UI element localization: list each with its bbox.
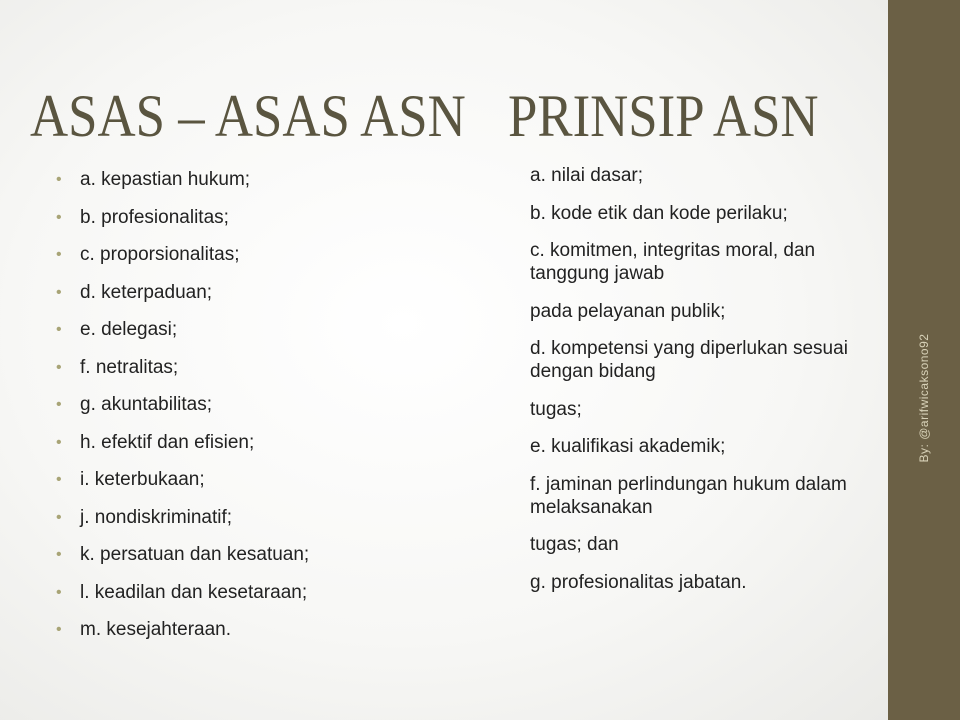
- asas-item-text: d. keterpaduan;: [80, 281, 213, 303]
- asas-item: [54, 281, 309, 304]
- bullet-icon: •: [56, 546, 62, 563]
- asas-list: [54, 168, 309, 656]
- bullet-icon: •: [56, 471, 62, 488]
- bullet-icon: •: [56, 246, 62, 263]
- asas-item-text: c. proporsionalitas;: [80, 244, 240, 265]
- sidebar: [888, 0, 960, 720]
- bullet-icon: •: [56, 321, 62, 338]
- asas-item: [54, 431, 309, 454]
- asas-item-text: j. nondiskriminatif;: [80, 506, 233, 528]
- bullet-icon: •: [56, 208, 62, 226]
- asas-item: [54, 581, 309, 604]
- asas-item: [54, 468, 309, 491]
- asas-item: [54, 168, 309, 191]
- prinsip-item: b. kode etik dan kode perilaku;: [530, 202, 788, 224]
- author-credit: By: @arifwicaksono92: [917, 333, 931, 463]
- asas-item: [54, 206, 309, 229]
- asas-item: [54, 356, 309, 379]
- bullet-icon: •: [56, 396, 62, 413]
- bullet-icon: •: [56, 433, 62, 451]
- prinsip-item: e. kualifikasi akademik;: [530, 436, 726, 457]
- bullet-icon: •: [56, 283, 62, 301]
- asas-item-text: i. keterbukaan;: [80, 469, 205, 490]
- asas-item: [54, 506, 309, 529]
- prinsip-item: tugas;: [530, 398, 582, 420]
- prinsip-item: tugas; dan: [530, 534, 619, 555]
- right-title: PRINSIP ASN: [508, 83, 819, 149]
- prinsip-item: f. jaminan perlindungan hukum dalam melaksanakan: [530, 473, 847, 518]
- asas-item: [54, 243, 309, 266]
- left-title: ASAS – ASAS ASN: [30, 83, 466, 149]
- prinsip-item: d. kompetensi yang diperlukan sesuai dengan bidang: [530, 338, 848, 382]
- asas-item-text: a. kepastian hukum;: [80, 169, 251, 190]
- asas-item-text: e. delegasi;: [80, 319, 178, 340]
- prinsip-item: g. profesionalitas jabatan.: [530, 571, 747, 593]
- prinsip-item: c. komitmen, integritas moral, dan tanggung jawab: [530, 240, 816, 284]
- asas-item-text: b. profesionalitas;: [80, 206, 229, 228]
- bullet-icon: •: [56, 621, 62, 638]
- bullet-icon: •: [56, 508, 62, 526]
- asas-item-text: l. keadilan dan kesetaraan;: [80, 581, 308, 603]
- bullet-icon: •: [56, 583, 62, 601]
- asas-item-text: g. akuntabilitas;: [80, 394, 213, 415]
- asas-item: [54, 318, 309, 341]
- bullet-icon: •: [56, 358, 62, 376]
- prinsip-item: a. nilai dasar;: [530, 165, 644, 186]
- asas-item-text: h. efektif dan efisien;: [80, 431, 255, 453]
- prinsip-list: [530, 164, 880, 608]
- asas-item: [54, 393, 309, 416]
- asas-item: [54, 543, 309, 566]
- asas-item: [54, 618, 309, 641]
- asas-item-text: f. netralitas;: [80, 356, 179, 378]
- asas-item-text: k. persatuan dan kesatuan;: [80, 544, 310, 565]
- asas-item-text: m. kesejahteraan.: [80, 619, 232, 640]
- bullet-icon: •: [56, 171, 62, 188]
- prinsip-item: pada pelayanan publik;: [530, 300, 726, 322]
